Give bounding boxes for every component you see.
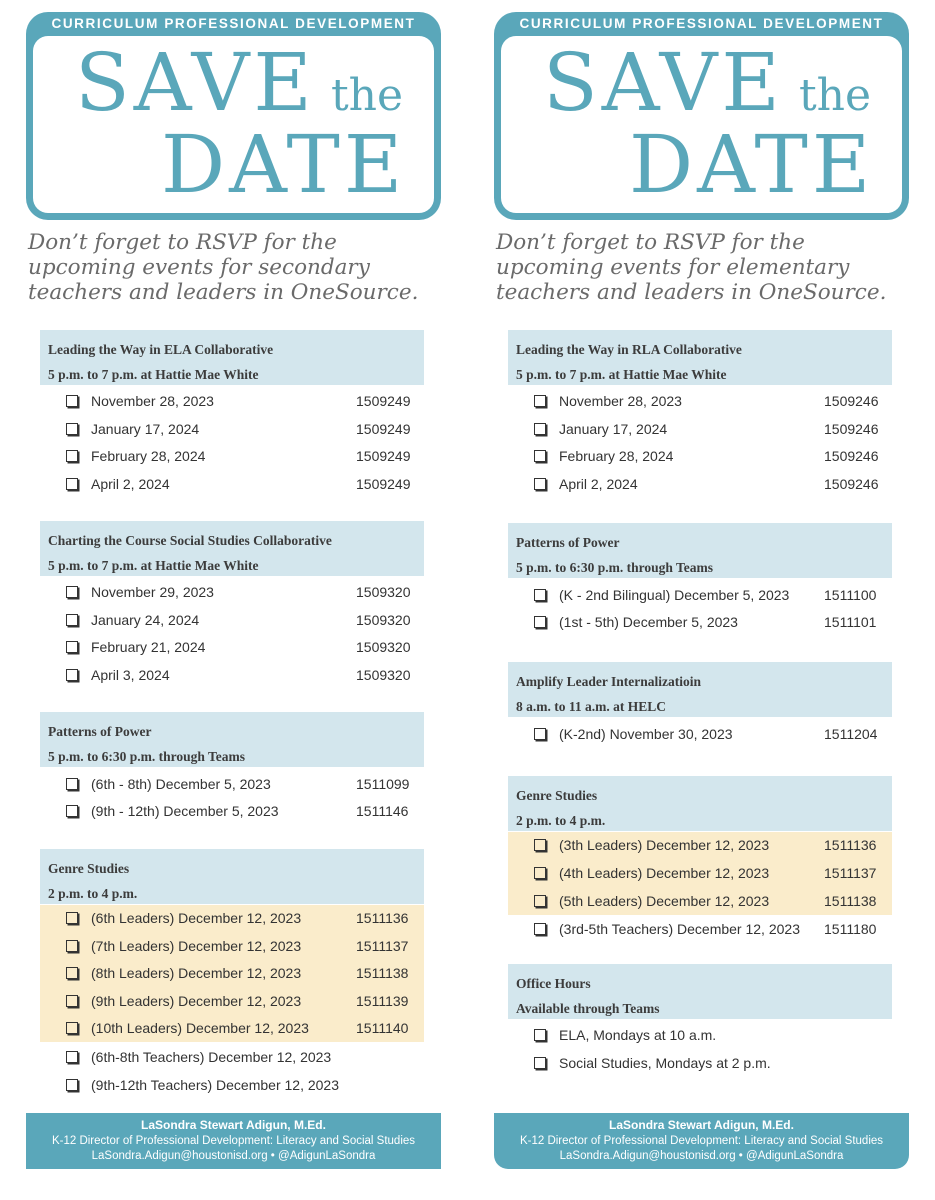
course-code: 1511136 [356, 910, 409, 926]
flyer-elementary [494, 0, 909, 1200]
event-row[interactable] [508, 916, 892, 944]
event-row[interactable] [40, 416, 424, 444]
section-title: Genre Studies [48, 861, 130, 876]
contact-name: LaSondra Stewart Adigun, M.Ed. [609, 1118, 794, 1132]
intro-text: Don’t forget to RSVP for the upcoming events for secondary teachers and leaders in OneSource. [28, 230, 419, 305]
section-title: Genre Studies [516, 788, 598, 803]
section-header [508, 964, 892, 1019]
event-row[interactable] [40, 634, 424, 662]
section-header [508, 523, 892, 578]
event-row[interactable] [508, 471, 892, 499]
title-date: DATE [629, 118, 875, 211]
event-row[interactable] [508, 443, 892, 471]
checkbox[interactable] [66, 478, 78, 490]
header-banner: CURRICULUM PROFESSIONAL DEVELOPMENT [51, 16, 416, 31]
section-title: Charting the Course Social Studies Collaborative [48, 533, 332, 548]
checkbox[interactable] [66, 912, 78, 924]
event-label: January 17, 2024 [91, 421, 200, 437]
event-row[interactable] [508, 416, 892, 444]
event-row[interactable] [508, 609, 892, 637]
event-label: (9th - 12th) December 5, 2023 [91, 803, 279, 819]
course-code: 1509249 [356, 393, 411, 409]
course-code: 1511180 [824, 921, 877, 937]
checkbox[interactable] [534, 1029, 546, 1041]
event-label: (K - 2nd Bilingual) December 5, 2023 [559, 587, 790, 603]
contact-role: K-12 Director of Professional Development: Literacy and Social Studies [51, 1134, 416, 1147]
course-code: 1511140 [356, 1020, 409, 1036]
event-label: January 17, 2024 [559, 421, 668, 437]
event-row[interactable] [508, 388, 892, 416]
checkbox[interactable] [66, 995, 78, 1007]
event-row[interactable] [40, 771, 424, 799]
section-title: Leading the Way in RLA Collaborative [516, 342, 742, 357]
checkbox[interactable] [66, 940, 78, 952]
checkbox[interactable] [66, 1022, 78, 1034]
contact-footer [26, 1113, 441, 1169]
event-row[interactable] [40, 905, 424, 933]
course-code: 1511100 [824, 587, 877, 603]
checkbox[interactable] [66, 641, 78, 653]
checkbox[interactable] [534, 450, 546, 462]
checkbox[interactable] [534, 395, 546, 407]
event-label: November 28, 2023 [559, 393, 682, 409]
event-row[interactable] [40, 443, 424, 471]
event-label: Social Studies, Mondays at 2 p.m. [559, 1055, 771, 1071]
event-row[interactable] [508, 582, 892, 610]
section-subtitle: 5 p.m. to 7 p.m. at Hattie Mae White [48, 558, 259, 573]
section-subtitle: 5 p.m. to 6:30 p.m. through Teams [48, 749, 246, 764]
event-row[interactable] [508, 888, 892, 915]
checkbox[interactable] [534, 589, 546, 601]
section-subtitle: Available through Teams [516, 1001, 660, 1016]
save-the-date-header [26, 12, 441, 220]
checkbox[interactable] [534, 895, 546, 907]
event-label: April 3, 2024 [91, 667, 170, 683]
course-code: 1509249 [356, 421, 411, 437]
event-row[interactable] [40, 388, 424, 416]
title-the: the [331, 70, 404, 121]
event-label: (K-2nd) November 30, 2023 [559, 726, 733, 742]
section-header [40, 330, 424, 385]
checkbox[interactable] [534, 478, 546, 490]
section-header [508, 662, 892, 717]
contact-name: LaSondra Stewart Adigun, M.Ed. [141, 1118, 326, 1132]
checkbox[interactable] [66, 423, 78, 435]
event-label: April 2, 2024 [559, 476, 638, 492]
course-code: 1509249 [356, 476, 411, 492]
event-row[interactable] [508, 721, 892, 749]
event-label: (6th Leaders) December 12, 2023 [91, 910, 302, 926]
course-code: 1509320 [356, 667, 411, 683]
checkbox[interactable] [534, 728, 546, 740]
header-banner: CURRICULUM PROFESSIONAL DEVELOPMENT [519, 16, 884, 31]
course-code: 1511101 [824, 614, 877, 630]
course-code: 1509320 [356, 584, 411, 600]
event-label: (7th Leaders) December 12, 2023 [91, 937, 302, 954]
contact-details: LaSondra.Adigun@houstonisd.org • @AdigunLaSondra [559, 1150, 844, 1162]
event-label: (5th Leaders) December 12, 2023 [559, 892, 770, 909]
intro-text: Don’t forget to RSVP for the upcoming events for elementary teachers and leaders in OneSource. [496, 230, 887, 305]
event-label: January 24, 2024 [91, 612, 200, 628]
contact-role: K-12 Director of Professional Development: Literacy and Social Studies [519, 1134, 884, 1147]
event-row[interactable] [508, 860, 892, 888]
event-label: (6th - 8th) December 5, 2023 [91, 776, 271, 792]
event-label: (4th Leaders) December 12, 2023 [559, 865, 770, 881]
checkbox[interactable] [534, 839, 546, 851]
course-code: 1511146 [356, 803, 409, 819]
checkbox[interactable] [534, 923, 546, 935]
event-row[interactable] [40, 1044, 424, 1072]
checkbox[interactable] [66, 669, 78, 681]
course-code: 1511139 [356, 992, 409, 1009]
save-the-date-header [494, 12, 909, 220]
event-row[interactable] [40, 933, 424, 961]
event-label: (3rd-5th Teachers) December 12, 2023 [559, 921, 800, 937]
checkbox[interactable] [534, 1057, 546, 1069]
checkbox[interactable] [66, 614, 78, 626]
event-label: February 21, 2024 [91, 639, 206, 655]
checkbox[interactable] [534, 616, 546, 628]
event-label: (1st - 5th) December 5, 2023 [559, 614, 738, 630]
contact-details: LaSondra.Adigun@houstonisd.org • @AdigunLaSondra [91, 1150, 376, 1162]
event-row[interactable] [40, 1015, 424, 1042]
checkbox[interactable] [66, 586, 78, 598]
flyer-secondary [26, 0, 441, 1200]
header-title-panel [501, 36, 902, 213]
course-code: 1511138 [356, 965, 409, 981]
event-label: (10th Leaders) December 12, 2023 [91, 1020, 309, 1036]
section-subtitle: 5 p.m. to 7 p.m. at Hattie Mae White [48, 367, 259, 382]
section-header [40, 712, 424, 767]
header-title-panel [33, 36, 434, 213]
section-title: Amplify Leader Internalizatioin [516, 674, 701, 689]
event-row[interactable] [40, 988, 424, 1016]
event-label: (6th-8th Teachers) December 12, 2023 [91, 1049, 332, 1065]
course-code: 1509246 [824, 421, 879, 437]
course-code: 1509246 [824, 393, 879, 409]
section-subtitle: 5 p.m. to 7 p.m. at Hattie Mae White [516, 367, 727, 382]
checkbox[interactable] [66, 395, 78, 407]
course-code: 1511204 [824, 726, 878, 742]
event-row[interactable] [40, 662, 424, 690]
event-label: November 28, 2023 [91, 393, 214, 409]
checkbox[interactable] [66, 805, 78, 817]
event-row[interactable] [40, 471, 424, 499]
title-save: SAVE [75, 36, 316, 129]
event-row[interactable] [40, 798, 424, 826]
event-label: ELA, Mondays at 10 a.m. [559, 1027, 717, 1043]
section-header [40, 521, 424, 576]
checkbox[interactable] [66, 450, 78, 462]
checkbox[interactable] [66, 1079, 78, 1091]
event-label: February 28, 2024 [91, 448, 206, 464]
event-row[interactable] [508, 1022, 892, 1050]
section-title: Leading the Way in ELA Collaborative [48, 342, 274, 357]
course-code: 1509249 [356, 448, 411, 464]
section-header [40, 849, 424, 904]
course-code: 1511137 [824, 865, 877, 881]
event-row[interactable] [40, 960, 424, 988]
course-code: 1509246 [824, 448, 879, 464]
section-subtitle: 2 p.m. to 4 p.m. [48, 886, 138, 901]
title-the: the [799, 70, 872, 121]
event-row[interactable] [508, 832, 892, 860]
section-subtitle: 5 p.m. to 6:30 p.m. through Teams [516, 560, 714, 575]
event-label: February 28, 2024 [559, 448, 674, 464]
checkbox[interactable] [534, 867, 546, 879]
section-header [508, 776, 892, 831]
event-row[interactable] [508, 1050, 892, 1078]
section-title: Office Hours [516, 976, 591, 991]
course-code: 1511099 [356, 776, 410, 792]
section-subtitle: 8 a.m. to 11 a.m. at HELC [516, 699, 666, 714]
section-header [508, 330, 892, 385]
checkbox[interactable] [534, 423, 546, 435]
course-code: 1511137 [356, 937, 409, 954]
section-title: Patterns of Power [516, 535, 620, 550]
event-label: (9th-12th Teachers) December 12, 2023 [91, 1077, 339, 1093]
course-code: 1509320 [356, 639, 411, 655]
course-code: 1511138 [824, 892, 877, 909]
event-label: (9th Leaders) December 12, 2023 [91, 992, 302, 1009]
event-label: November 29, 2023 [91, 584, 214, 600]
title-save: SAVE [543, 36, 784, 129]
course-code: 1511136 [824, 837, 877, 853]
title-date: DATE [161, 118, 407, 211]
contact-footer [494, 1113, 909, 1169]
checkbox[interactable] [66, 1051, 78, 1063]
event-label: (3th Leaders) December 12, 2023 [559, 837, 770, 853]
event-label: (8th Leaders) December 12, 2023 [91, 965, 302, 981]
course-code: 1509246 [824, 476, 879, 492]
event-label: April 2, 2024 [91, 476, 170, 492]
section-subtitle: 2 p.m. to 4 p.m. [516, 813, 606, 828]
event-row[interactable] [40, 607, 424, 635]
checkbox[interactable] [66, 778, 78, 790]
event-row[interactable] [40, 1072, 424, 1100]
event-row[interactable] [40, 579, 424, 607]
checkbox[interactable] [66, 967, 78, 979]
section-title: Patterns of Power [48, 724, 152, 739]
course-code: 1509320 [356, 612, 411, 628]
